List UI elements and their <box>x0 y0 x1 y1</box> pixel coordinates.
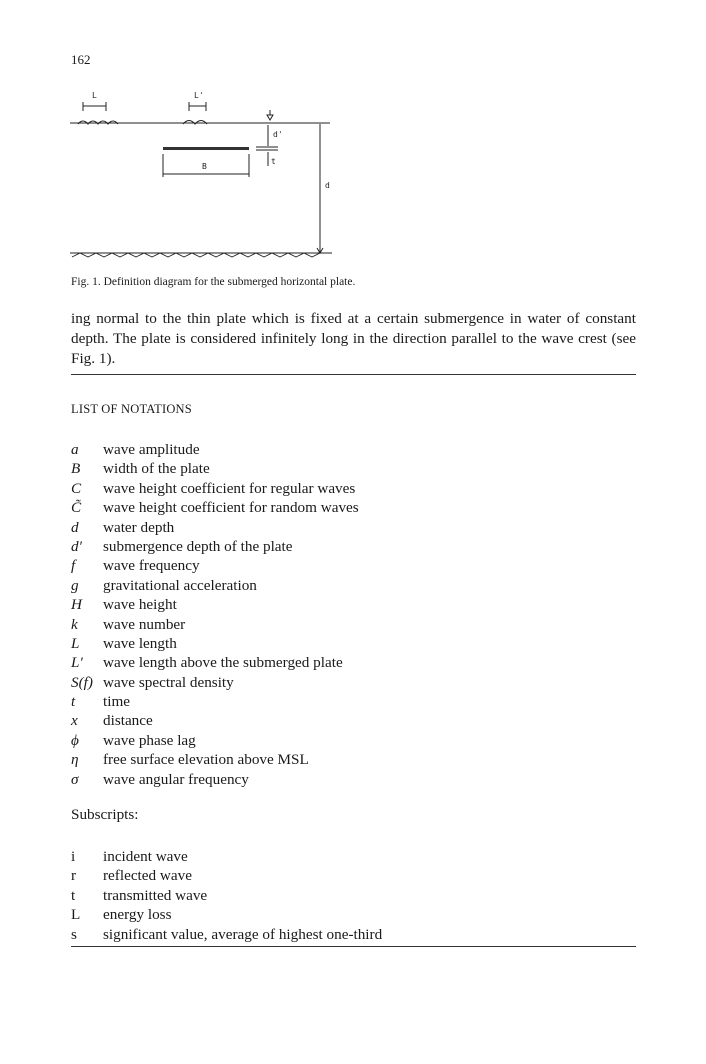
notation-description: wave length <box>103 634 177 652</box>
notation-row <box>71 440 359 459</box>
label-L-prime: L' <box>194 91 204 100</box>
figure-caption: Fig. 1. Definition diagram for the submerged horizontal plate. <box>71 276 356 288</box>
notation-row <box>71 556 359 575</box>
definition-diagram <box>66 84 346 264</box>
notation-row <box>71 770 359 789</box>
notation-description: water depth <box>103 518 175 536</box>
label-L: L <box>92 91 97 100</box>
notation-row <box>71 653 359 672</box>
wave-length-above-plate-marker <box>189 102 206 111</box>
notations-heading: LIST OF NOTATIONS <box>71 402 192 416</box>
notation-row <box>71 731 359 750</box>
notation-row <box>71 750 359 769</box>
notation-symbol: g <box>71 576 79 594</box>
label-d: d <box>325 181 330 190</box>
notation-description: width of the plate <box>103 460 210 478</box>
notation-row <box>71 459 359 478</box>
seabed <box>70 253 332 257</box>
notation-description: wave angular frequency <box>103 770 249 788</box>
notation-symbol: x <box>71 712 78 730</box>
notation-row <box>71 595 359 614</box>
notation-row <box>71 498 359 517</box>
subscript-description: reflected wave <box>103 867 192 885</box>
notation-row <box>71 537 359 556</box>
notation-row <box>71 576 359 595</box>
label-d-prime: d' <box>273 130 283 139</box>
notation-description: wave height coefficient for random waves <box>103 499 359 517</box>
subscript-row <box>71 847 382 866</box>
notation-row <box>71 692 359 711</box>
notation-row <box>71 634 359 653</box>
notation-row <box>71 518 359 537</box>
notation-description: submergence depth of the plate <box>103 537 293 555</box>
subscripts-list <box>71 847 382 944</box>
subscripts-heading: Subscripts: <box>71 806 139 823</box>
subscript-symbol: L <box>71 906 81 924</box>
subscript-symbol: i <box>71 848 76 865</box>
notation-description: wave number <box>103 615 186 633</box>
notation-description: wave spectral density <box>103 673 234 691</box>
notation-symbol: a <box>71 441 79 458</box>
notation-description: free surface elevation above MSL <box>103 751 309 769</box>
notation-symbol: L′ <box>71 654 83 672</box>
notation-symbol: ϕ <box>71 731 79 749</box>
subscript-symbol: r <box>71 867 77 885</box>
section-divider <box>71 374 636 375</box>
notation-row <box>71 711 359 730</box>
notation-description: gravitational acceleration <box>103 576 257 594</box>
notation-description: wave length above the submerged plate <box>103 654 343 672</box>
subscript-row <box>71 886 382 905</box>
subscript-symbol: t <box>71 886 76 904</box>
notation-symbol: f <box>71 557 76 575</box>
notation-description: wave phase lag <box>103 731 196 749</box>
notation-symbol: d <box>71 518 79 536</box>
notation-symbol: C <box>71 479 82 497</box>
submerged-plate <box>163 147 249 150</box>
notation-symbol: H <box>71 596 82 614</box>
water-surface <box>70 121 330 125</box>
notation-symbol: k <box>71 615 78 633</box>
notation-description: distance <box>103 712 153 730</box>
subscript-description: transmitted wave <box>103 886 208 904</box>
notation-symbol: t <box>71 693 76 711</box>
notation-description: wave amplitude <box>103 441 200 458</box>
subscript-row <box>71 866 382 885</box>
notation-symbol: σ <box>71 770 79 788</box>
subscript-row <box>71 905 382 924</box>
label-t: t <box>271 157 276 166</box>
notation-symbol: S(f) <box>71 673 93 691</box>
notation-symbol: d′ <box>71 537 82 555</box>
notation-symbol: η <box>71 751 79 769</box>
section-divider <box>71 946 636 947</box>
notation-row <box>71 673 359 692</box>
wave-length-marker <box>83 102 106 111</box>
subscript-symbol: s <box>71 925 77 943</box>
subscript-description: significant value, average of highest one-third <box>103 925 383 943</box>
notations-list <box>71 440 359 789</box>
notation-description: wave height coefficient for regular waves <box>103 479 356 497</box>
notation-description: time <box>103 693 130 711</box>
notation-row <box>71 615 359 634</box>
intro-paragraph: ing normal to the thin plate which is fixed at a certain submergence in water of constant depth. The plate is considered infinitely long in the direction parallel to the wave crest (see Fig. 1). <box>71 310 636 367</box>
notation-symbol: C̃ <box>71 499 82 517</box>
notation-description: wave frequency <box>103 557 200 575</box>
subscript-row <box>71 925 382 944</box>
notation-description: wave height <box>103 596 177 614</box>
notation-symbol: L <box>71 634 80 652</box>
page-number: 162 <box>71 52 91 67</box>
notation-symbol: B <box>71 460 81 478</box>
water-depth-marker <box>317 124 323 253</box>
subscript-description: energy loss <box>103 906 172 924</box>
notation-row <box>71 479 359 498</box>
msl-marker <box>267 110 273 120</box>
subscript-description: incident wave <box>103 848 188 865</box>
label-B: B <box>202 162 207 171</box>
